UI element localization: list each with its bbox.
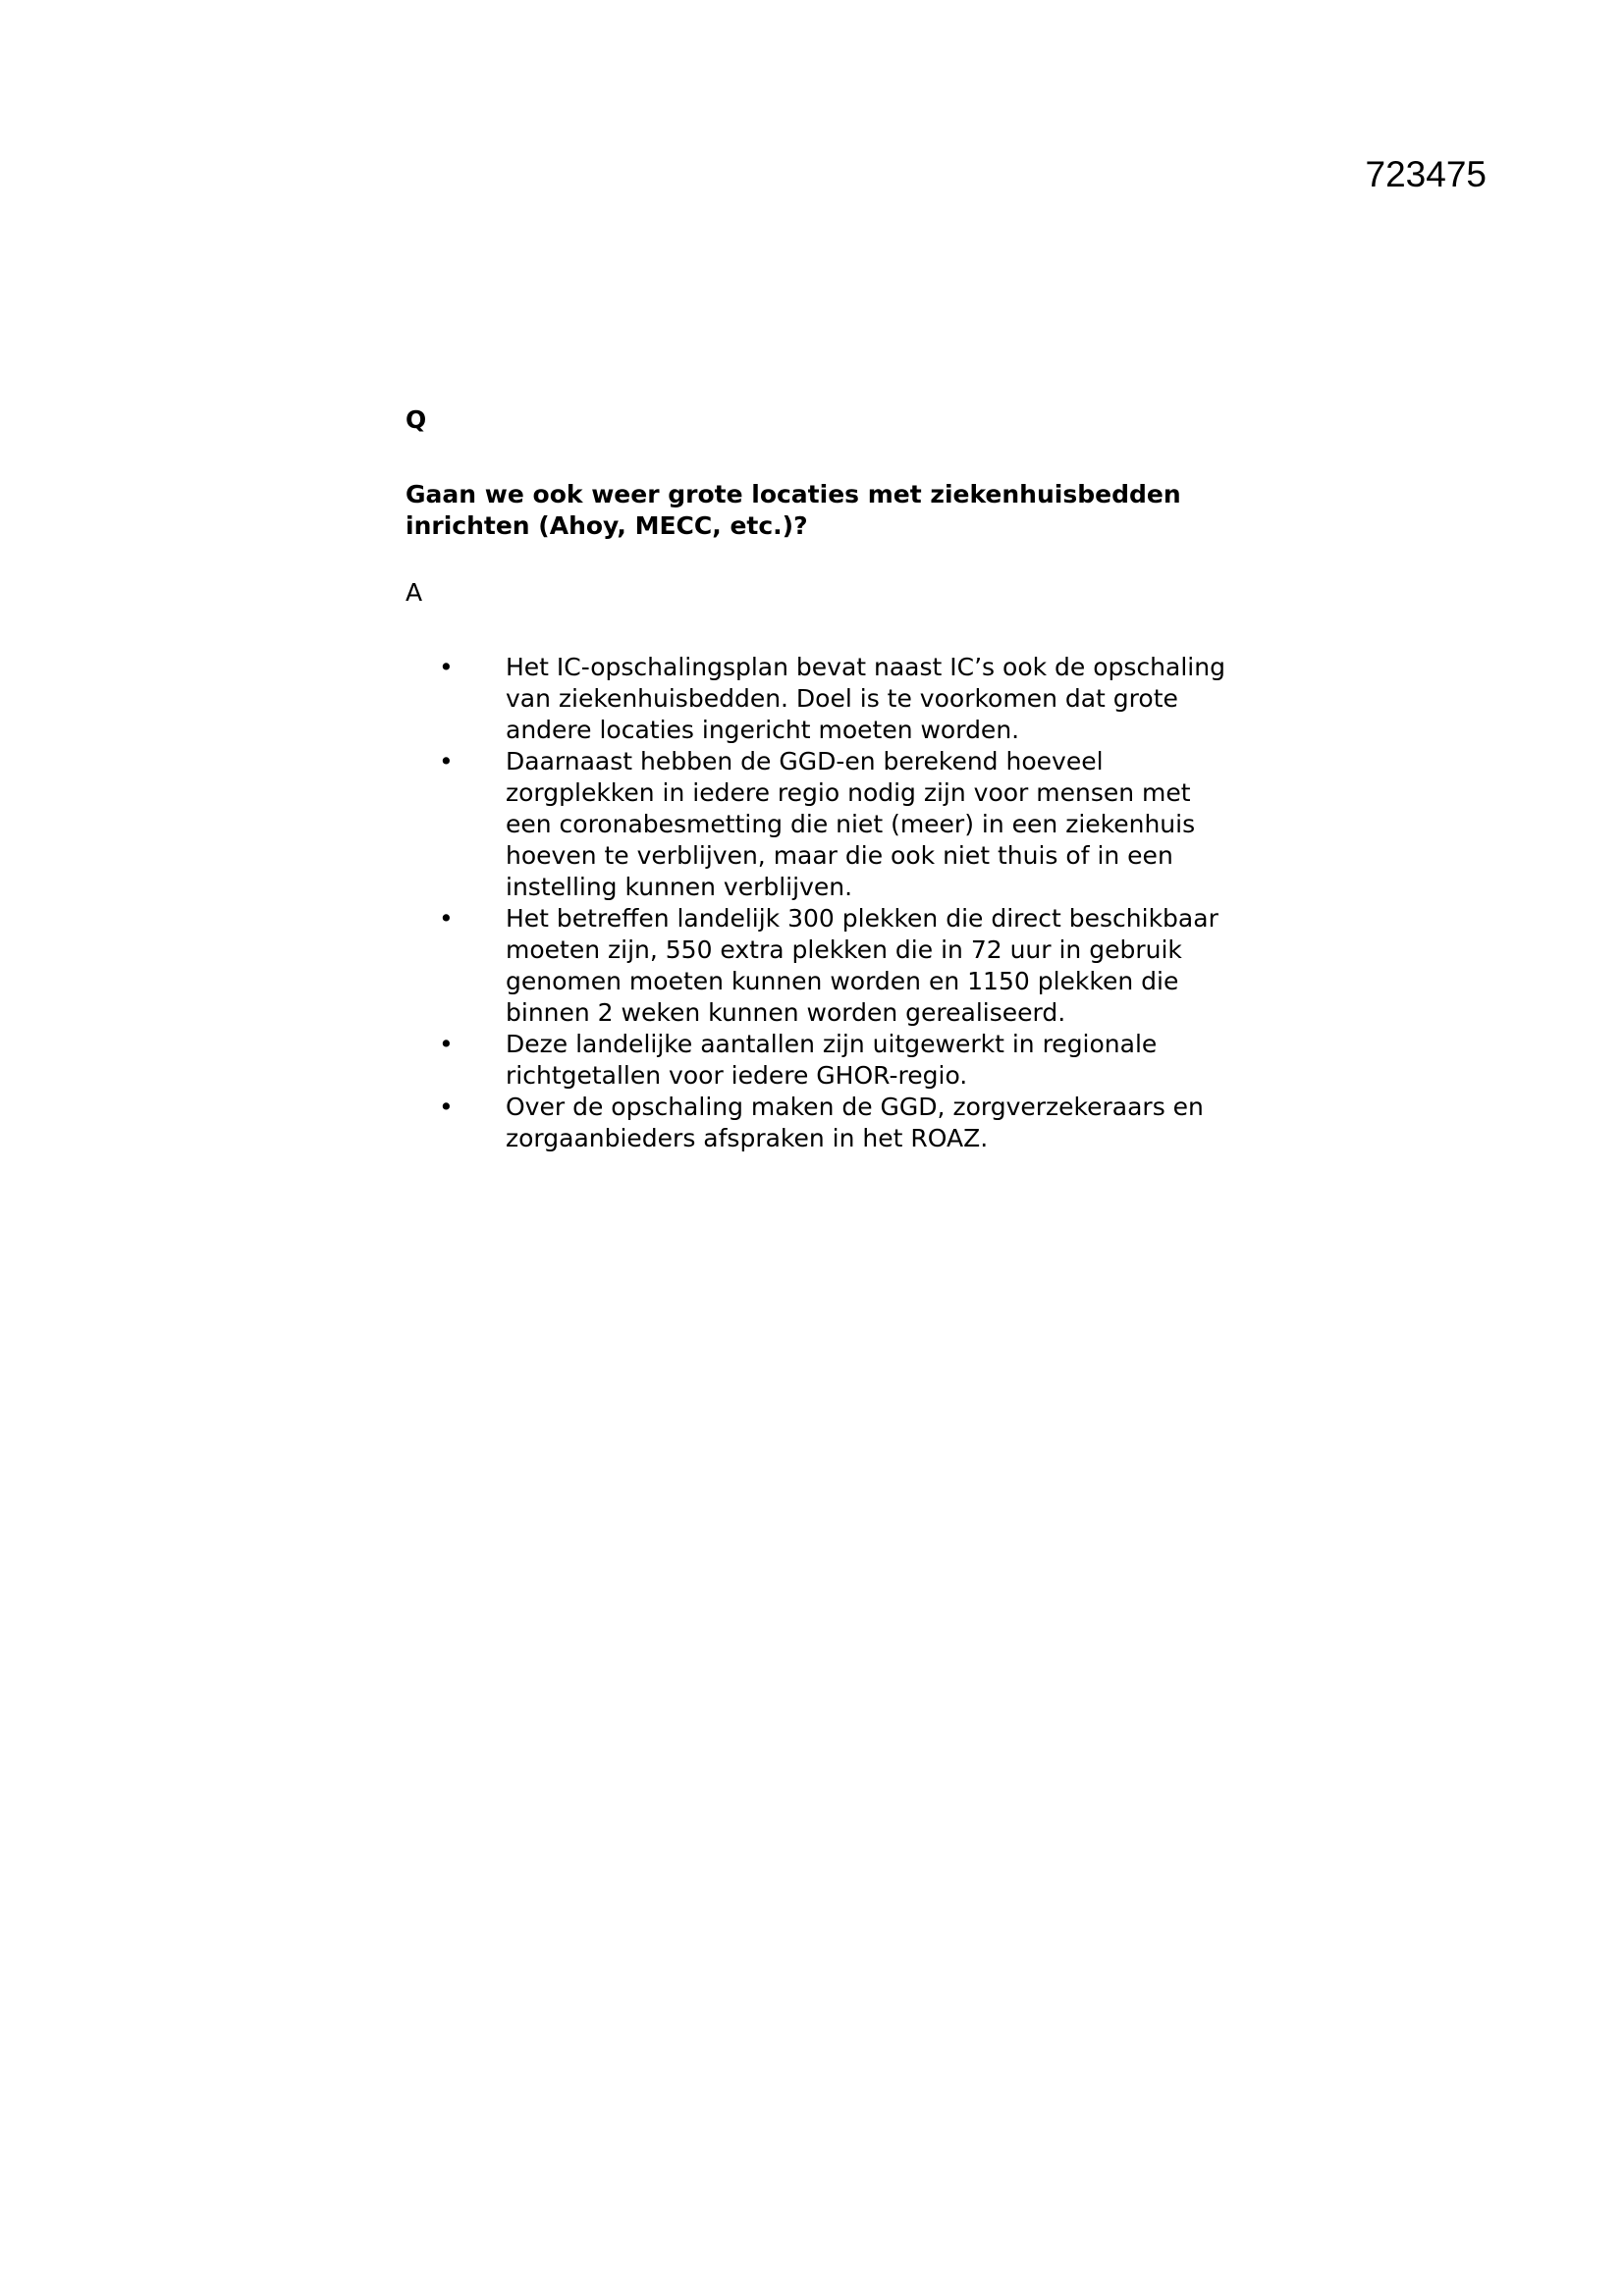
answer-label: A <box>406 578 423 607</box>
answer-item <box>406 1092 1232 1154</box>
answer-item <box>406 903 1232 1029</box>
bullet-icon: • <box>439 1030 454 1058</box>
bullet-icon: • <box>439 1093 454 1121</box>
bullet-icon: • <box>439 904 454 933</box>
question-label: Q <box>406 405 427 434</box>
answer-item <box>406 1029 1232 1092</box>
answer-list <box>406 652 1250 1154</box>
answer-item <box>406 652 1232 746</box>
answer-item <box>406 746 1232 903</box>
answer-item-text: Daarnaast hebben de GGD-en berekend hoeveel zorgplekken in iedere regio nodig zijn voor mensen met een coronabesmetting die niet (meer) in een ziekenhuis hoeven te verblijven, maar die ook niet thuis of in een instelling kunnen verblijven. <box>506 747 1196 901</box>
question-text: Gaan we ook weer grote locaties met ziekenhuisbedden inrichten (Ahoy, MECC, etc.)? <box>406 480 1181 540</box>
answer-item-text: Over de opschaling maken de GGD, zorgverzekeraars en zorgaanbieders afspraken in het ROAZ. <box>506 1093 1204 1152</box>
answer-item-text: Deze landelijke aantallen zijn uitgewerkt in regionale richtgetallen voor iedere GHOR-regio. <box>506 1030 1158 1090</box>
answer-item-text: Het betreffen landelijk 300 plekken die direct beschikbaar moeten zijn, 550 extra plekken die in 72 uur in gebruik genomen moeten kunnen worden en 1150 plekken die binnen 2 weken kunnen worden gerealiseerd. <box>506 904 1218 1027</box>
answer-item-text: Het IC-opschalingsplan bevat naast IC’s ook de opschaling van ziekenhuisbedden. Doel is te voorkomen dat grote andere locaties ingericht moeten worden. <box>506 653 1225 744</box>
qa-section <box>406 404 1250 1154</box>
bullet-icon: • <box>439 653 454 681</box>
document-number: 723475 <box>1365 154 1487 194</box>
bullet-icon: • <box>439 747 454 775</box>
